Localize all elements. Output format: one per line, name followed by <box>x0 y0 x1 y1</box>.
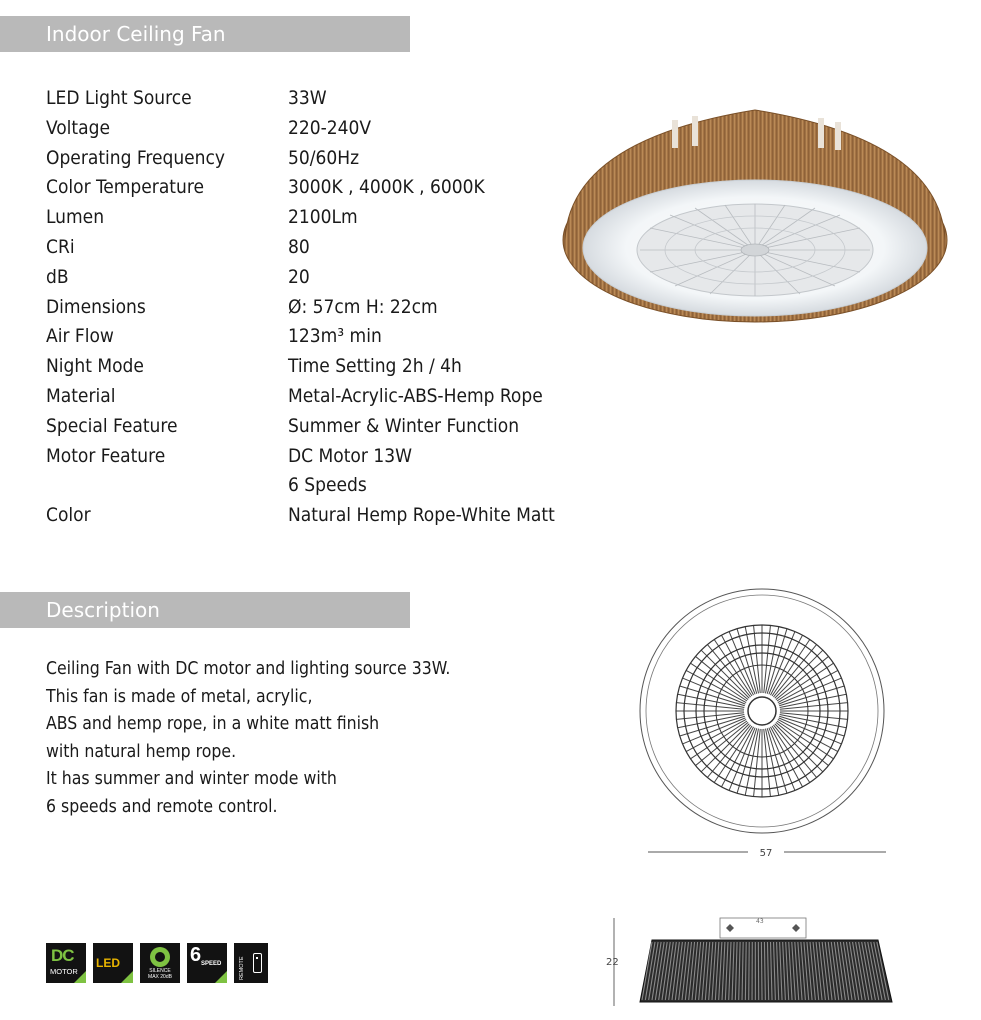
dc-motor-icon-subtext: MOTOR <box>50 967 78 976</box>
spec-value: DC Motor 13W <box>288 444 412 467</box>
description-line: It has summer and winter mode with <box>46 769 337 789</box>
spec-label: Dimensions <box>46 295 146 318</box>
dc-motor-icon <box>46 943 86 983</box>
diameter-label: 57 <box>759 848 773 859</box>
spec-label: Air Flow <box>46 325 114 348</box>
specs-section-title: Indoor Ceiling Fan <box>0 16 410 52</box>
spec-label: Voltage <box>46 116 110 139</box>
description-line: Ceiling Fan with DC motor and lighting source 33W. <box>46 659 451 679</box>
spec-label: CRi <box>46 235 75 258</box>
speed-icon <box>187 943 227 983</box>
spec-value: 80 <box>288 235 310 258</box>
side-view-drawing <box>598 910 898 1015</box>
spec-value: 220-240V <box>288 116 372 139</box>
spec-label: Material <box>46 384 116 407</box>
spec-value: Metal-Acrylic-ABS-Hemp Rope <box>288 384 543 407</box>
spec-label: Motor Feature <box>46 444 166 467</box>
spec-value: 50/60Hz <box>288 146 360 169</box>
silence-icon-text: SILENCE <box>149 968 171 974</box>
spec-value: Ø: 57cm H: 22cm <box>288 295 438 318</box>
dc-motor-icon-text: DC <box>51 946 74 965</box>
description-section-title: Description <box>0 592 410 628</box>
description-line: 6 speeds and remote control. <box>46 796 278 817</box>
remote-icon-text: REMOTE <box>239 956 245 980</box>
description-line: This fan is made of metal, acrylic, <box>46 686 313 707</box>
spec-label: Special Feature <box>46 414 178 437</box>
silence-icon <box>140 943 180 983</box>
speed-icon-number: 6 <box>190 944 202 966</box>
spec-label: Color Temperature <box>46 176 204 199</box>
spec-value: 6 Speeds <box>288 474 367 497</box>
spec-value: 3000K , 4000K , 6000K <box>288 176 485 199</box>
silence-icon-subtext: MAX 20dB <box>148 974 172 980</box>
spec-label: Lumen <box>46 206 105 229</box>
spec-label: Night Mode <box>46 355 144 378</box>
speed-icon-text: SPEED <box>201 961 222 967</box>
top-dimension-label: 43 <box>756 918 764 925</box>
led-icon-text: LED <box>96 956 120 970</box>
description-line: ABS and hemp rope, in a white matt finish <box>46 714 380 734</box>
spec-value: 20 <box>288 265 310 288</box>
top-view-drawing <box>630 585 900 870</box>
spec-value: 2100Lm <box>288 206 358 229</box>
spec-value: 33W <box>288 87 327 109</box>
led-icon <box>93 943 133 983</box>
spec-label: LED Light Source <box>46 87 192 109</box>
feature-icons <box>46 943 268 983</box>
spec-value: 123m³ min <box>288 325 382 348</box>
spec-value: Time Setting 2h / 4h <box>288 355 462 378</box>
product-photo <box>560 90 960 330</box>
spec-value: Summer & Winter Function <box>288 414 520 437</box>
spec-label: Color <box>46 504 91 527</box>
description-line: with natural hemp rope. <box>46 741 237 762</box>
description-text <box>46 656 450 821</box>
spec-value: Natural Hemp Rope-White Matt <box>288 504 555 527</box>
height-label: 22 <box>606 957 619 968</box>
spec-label: dB <box>46 265 69 288</box>
remote-control-icon <box>234 943 268 983</box>
spec-label: Operating Frequency <box>46 146 226 169</box>
